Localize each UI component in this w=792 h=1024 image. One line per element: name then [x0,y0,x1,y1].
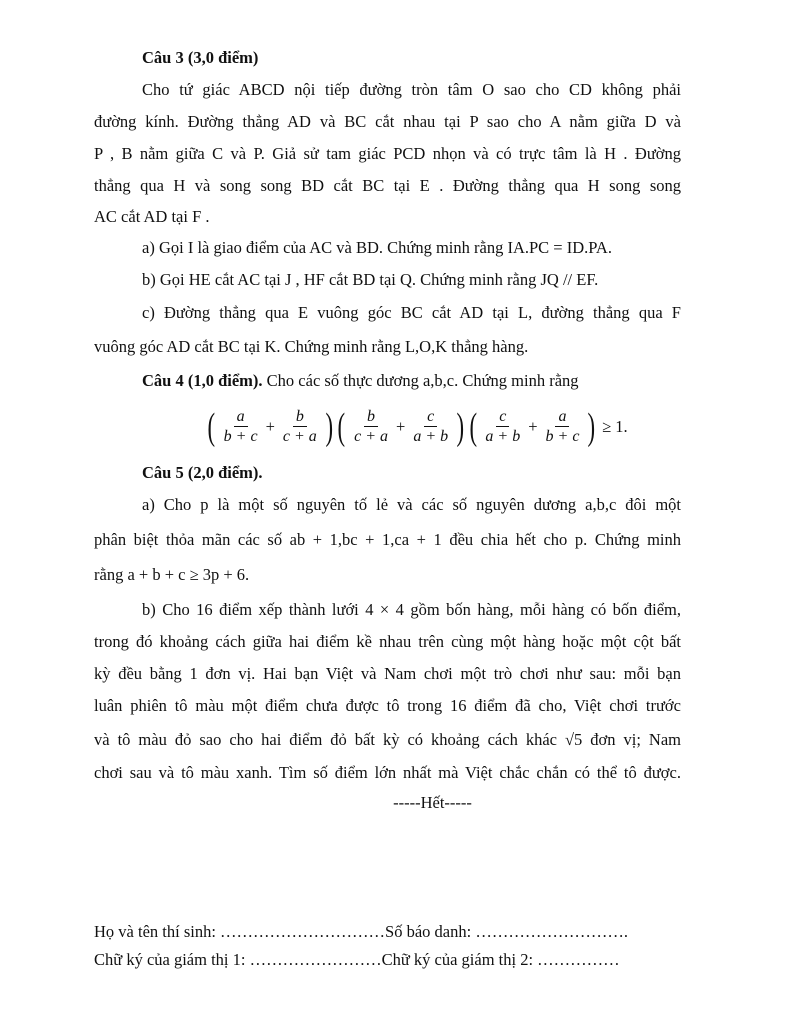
fraction: $\frac{c}{a + b}$ [413,407,449,445]
q5-part-a-line-3: rằng a + b + c ≥ 3p + 6. [94,565,250,584]
fraction: $\frac{c}{a + b}$ [485,407,521,445]
q5-part-b-line-6: chơi sau và tô màu xanh. Tìm số điểm lớn nhất mà Việt chắc chắn có thể tô được. [94,763,681,782]
end-mark: -----Hết----- [393,793,472,812]
q4-inequality [205,403,628,451]
q5-part-b-line-3: kỳ đều bằng 1 đơn vị. Hai bạn Việt và Nam chơi một trò chơi như sau: mỗi bạn [94,664,681,683]
inequality-tail: ≥ 1. [602,417,628,436]
q3-part-b: b) Gọi HE cắt AC tại J , HF cắt BD tại Q. Chứng minh rằng JQ // EF. [142,270,599,289]
q4-heading [142,371,681,391]
q5-part-b-line-4: luân phiên tô màu một điểm chưa được tô trong 16 điểm đã cho, Việt chơi trước [94,696,681,715]
q3-intro-line-2: đường kính. Đường thẳng AD và BC cắt nhau tại P sao cho A nằm giữa D và [94,112,681,131]
candidate-info-line: Họ và tên thí sinh: …………………………Số báo danh: ………………………. [94,922,628,941]
fraction: $\frac{a}{b + c}$ [223,407,258,445]
q5-part-b-line-2: trong đó khoảng cách giữa hai điểm kề nhau trên cùng một hàng hoặc một cột bất [94,632,681,651]
q5-part-a-line-2: phân biệt thỏa mãn các số ab + 1,bc + 1,ca + 1 đều chia hết cho p. Chứng minh [94,530,681,549]
q4-statement: Cho các số thực dương a,b,c. Chứng minh rằng [266,371,579,390]
fraction: $\frac{b}{c + a}$ [354,407,388,445]
q3-intro-line-3: P , B nằm giữa C và P. Giả sử tam giác PCD nhọn và có trực tâm là H . Đường [94,144,681,163]
fraction: $\frac{a}{b + c}$ [545,407,580,445]
q3-intro-line-1: Cho tứ giác ABCD nội tiếp đường tròn tâm O sao cho CD không phải [142,80,681,99]
q3-part-a: a) Gọi I là giao điểm của AC và BD. Chứng minh rằng IA.PC = ID.PA. [142,238,612,257]
q3-intro-line-4: thẳng qua H và song song BD cắt BC tại E . Đường thẳng qua H song song [94,176,681,195]
factor-3: ( $\frac{c}{a + b}$ + $\frac{a}{b + c}$ ) [469,406,596,448]
proctor-signature-line: Chữ ký của giám thị 1: ……………………Chữ ký của giám thị 2: …………… [94,950,620,969]
q3-title: Câu 3 (3,0 điểm) [142,48,259,67]
factor-2: ( $\frac{b}{c + a}$ + $\frac{c}{a + b}$ ) [337,406,465,448]
fraction: $\frac{b}{c + a}$ [282,407,317,445]
q5-title: Câu 5 (2,0 điểm). [142,463,263,482]
factor-1: ( $\frac{a}{b + c}$ + $\frac{b}{c + a}$ ) [207,406,333,448]
q3-part-c-line-1: c) Đường thẳng qua E vuông góc BC cắt AD tại L, đường thẳng qua F [142,303,681,322]
q4-title: Câu 4 (1,0 điểm). [142,371,263,390]
q5-part-b-line-1: b) Cho 16 điểm xếp thành lưới 4 × 4 gồm bốn hàng, mỗi hàng có bốn điểm, [142,600,681,619]
q3-intro-line-5: AC cắt AD tại F . [94,207,210,226]
q3-part-c-line-2: vuông góc AD cắt BC tại K. Chứng minh rằng L,O,K thẳng hàng. [94,337,529,356]
q5-part-b-line-5: và tô màu đỏ sao cho hai điểm đỏ bất kỳ có khoảng cách khác √5 đơn vị; Nam [94,730,681,749]
q5-part-a-line-1: a) Cho p là một số nguyên tố lẻ và các số nguyên dương a,b,c đôi một [142,495,681,514]
